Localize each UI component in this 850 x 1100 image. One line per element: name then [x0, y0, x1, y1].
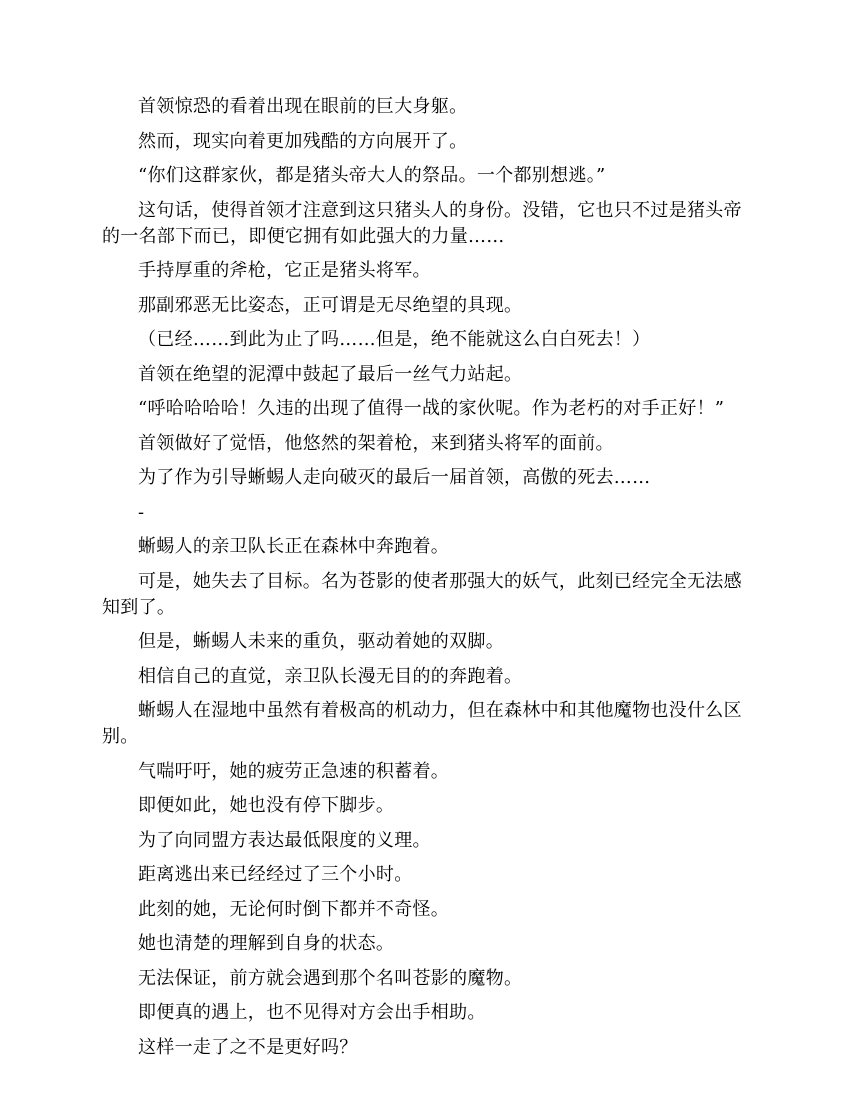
- paragraph: “呼哈哈哈哈！久违的出现了值得一战的家伙呢。作为老朽的对手正好！”: [138, 398, 725, 419]
- paragraph: 蜥蜴人在湿地中虽然有着极高的机动力，但在森林中和其他魔物也没什么区别。: [102, 700, 742, 747]
- paragraph: 首领惊恐的看着出现在眼前的巨大身躯。: [138, 96, 468, 117]
- paragraph: 首领在绝望的泥潭中鼓起了最后一丝气力站起。: [138, 363, 523, 385]
- paragraph: 蜥蜴人的亲卫队长正在森林中奔跑着。: [138, 536, 450, 557]
- paragraph: 此刻的她，无论何时倒下都并不奇怪。: [138, 898, 450, 920]
- paragraph: 但是，蜥蜴人未来的重负，驱动着她的双脚。: [138, 631, 504, 652]
- section-separator: -: [138, 501, 145, 523]
- paragraph: 这样一走了之不是更好吗？: [138, 1036, 358, 1058]
- paragraph: 为了作为引导蜥蜴人走向破灭的最后一届首领，高傲的死去……: [138, 467, 651, 488]
- paragraph: 可是，她失去了目标。名为苍影的使者那强大的妖气，此刻已经完全无法感知到了。: [102, 570, 742, 618]
- paragraph: 即便真的遇上，也不见得对方会出手相助。: [138, 1002, 486, 1023]
- paragraph: 然而，现实向着更加残酷的方向展开了。: [138, 130, 468, 152]
- paragraph: 她也清楚的理解到自身的状态。: [138, 933, 395, 954]
- paragraph: 距离逃出来已经经过了三个小时。: [138, 864, 413, 885]
- paragraph: 手持厚重的斧枪，它正是猪头将军。: [138, 260, 431, 281]
- document-page: [102, 94, 750, 1069]
- paragraph: 首领做好了觉悟，他悠然的架着枪，来到猪头将军的面前。: [138, 432, 614, 454]
- paragraph: “你们这群家伙，都是猪头帝大人的祭品。一个都别想逃。”: [138, 165, 606, 186]
- paragraph: 无法保证，前方就会遇到那个名叫苍影的魔物。: [138, 967, 523, 989]
- paragraph: 为了向同盟方表达最低限度的义理。: [138, 829, 431, 851]
- paragraph: 这句话，使得首领才注意到这只猪头人的身份。没错，它也只不过是猪头帝的一名部下而已，即便它拥有如此强大的力量……: [102, 199, 742, 247]
- paragraph: 气喘吁吁，她的疲劳正急速的积蓄着。: [138, 760, 450, 782]
- paragraph: 即便如此，她也没有停下脚步。: [138, 795, 395, 816]
- paragraph: 那副邪恶无比姿态，正可谓是无尽绝望的具现。: [138, 294, 523, 316]
- paragraph: （已经……到此为止了吗……但是，绝不能就这么白白死去！）: [138, 329, 651, 350]
- paragraph: 相信自己的直觉，亲卫队长漫无目的的奔跑着。: [138, 665, 523, 687]
